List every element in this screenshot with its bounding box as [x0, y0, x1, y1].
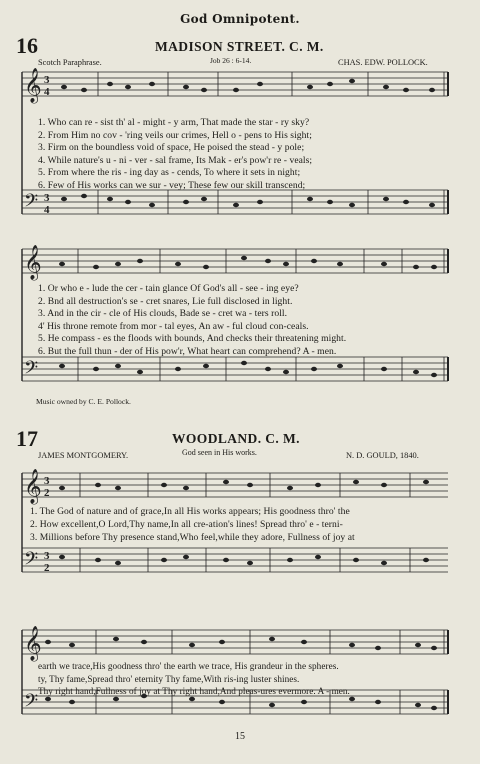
- svg-text:𝄞: 𝄞: [24, 626, 42, 661]
- staff-16-1-bass: [22, 190, 448, 214]
- svg-text:4: 4: [44, 204, 50, 216]
- staff-16-1-treble: [22, 72, 448, 96]
- svg-text:𝄞: 𝄞: [24, 68, 42, 103]
- svg-text:3: 3: [44, 475, 50, 487]
- verse-line: 3. Firm on the boundless void of space, He poised the stead - y pole;: [38, 142, 305, 154]
- hymn-16-copyright: Music owned by C. E. Pollock.: [36, 397, 131, 406]
- svg-text:4: 4: [44, 86, 50, 98]
- verse-line: 1. The God of nature and of grace,In all His works appears; His goodness thro' the: [30, 506, 350, 517]
- verse-line: 6. But the full thun - der of His pow'r, What heart can comprehend? A - men.: [38, 345, 337, 357]
- svg-text:𝄢: 𝄢: [24, 358, 39, 383]
- svg-text:3: 3: [44, 550, 50, 562]
- verse-line: 3. And in the cir - cle of His clouds, Bade se - cret wa - ters roll.: [38, 308, 288, 320]
- verse-line: earth we trace,His goodness thro' the earth we trace, His grandeur in the spheres.: [38, 661, 339, 671]
- svg-text:2: 2: [44, 487, 50, 499]
- verse-line: 4' His throne remote from mor - tal eyes, An aw - ful cloud con-ceals.: [38, 320, 309, 332]
- hymn-17-theme: God seen in His works.: [182, 448, 257, 457]
- hymn-16-words-source: Scotch Paraphrase.: [38, 58, 102, 67]
- verse-line: 2. From Him no cov - 'ring veils our crimes, Hell o - pens to His sight;: [38, 129, 312, 141]
- verse-line: 3. Millions before Thy presence stand,Who feel,while they adore, Fullness of joy at: [30, 531, 355, 543]
- svg-text:𝄞: 𝄞: [24, 245, 42, 280]
- section-title: God Omnipotent.: [180, 12, 300, 26]
- hymn-17-verses-1: [30, 506, 355, 544]
- hymn-16-composer: CHAS. EDW. POLLOCK.: [338, 58, 428, 67]
- svg-text:𝄢: 𝄢: [24, 549, 39, 574]
- hymn-17-verses-2: [38, 660, 350, 698]
- svg-text:2: 2: [44, 562, 50, 574]
- hymn-16-number: 16: [16, 33, 38, 58]
- verse-line: 1. Who can re - sist th' al - might - y arm, That made the star - ry sky?: [38, 117, 310, 128]
- verse-line: 4. While nature's u - ni - ver - sal frame, Its Mak - er's pow'r re - veals;: [38, 154, 313, 166]
- staff-16-2-treble: [22, 249, 448, 273]
- svg-text:𝄢: 𝄢: [24, 691, 39, 716]
- svg-text:3: 3: [44, 192, 50, 204]
- verse-line: 2. How excellent,O Lord,Thy name,In all cre-ation's lines! Spread thro' e - terni-: [30, 518, 343, 530]
- hymn-17-number: 17: [16, 426, 38, 451]
- hymn-16-tune-title: MADISON STREET. C. M.: [155, 39, 324, 54]
- svg-text:𝄞: 𝄞: [24, 469, 42, 504]
- hymn-17-tune-title: WOODLAND. C. M.: [172, 431, 300, 446]
- staff-17-1-bass: [22, 548, 448, 572]
- page-number: 15: [235, 731, 245, 742]
- verse-line: Thy right hand,Fullness of joy at Thy right hand,And pleas-ures evermore. A - men.: [38, 686, 350, 697]
- verse-line: 6. Few of His works can we sur - vey; These few our skill transcend;: [38, 179, 306, 191]
- verse-line: 5. He compass - es the floods with bounds, And checks their threatening might.: [38, 333, 347, 345]
- hymn-16-scripture: Job 26 : 6-14.: [210, 56, 252, 65]
- hymn-17-composer: N. D. GOULD, 1840.: [346, 451, 419, 460]
- hymn-17-author: JAMES MONTGOMERY.: [38, 451, 129, 460]
- verse-line: 2. Bnd all destruction's se - cret snares, Lie full disclosed in light.: [38, 295, 293, 307]
- staff-17-2-treble: [22, 630, 448, 654]
- svg-text:𝄢: 𝄢: [24, 191, 39, 216]
- hymn-16-verses-1: [38, 117, 312, 193]
- svg-text:3: 3: [44, 74, 50, 86]
- verse-line: ty, Thy fame,Spread thro' eternity Thy fame,With ris-ing luster shines.: [38, 673, 300, 684]
- hymn-16-verses-2: [38, 283, 346, 359]
- verse-line: 1. Or who e - lude the cer - tain glance Of God's all - see - ing eye?: [38, 283, 299, 294]
- verse-line: 5. From where the ris - ing day as - cends, To where it sets in night;: [38, 167, 301, 179]
